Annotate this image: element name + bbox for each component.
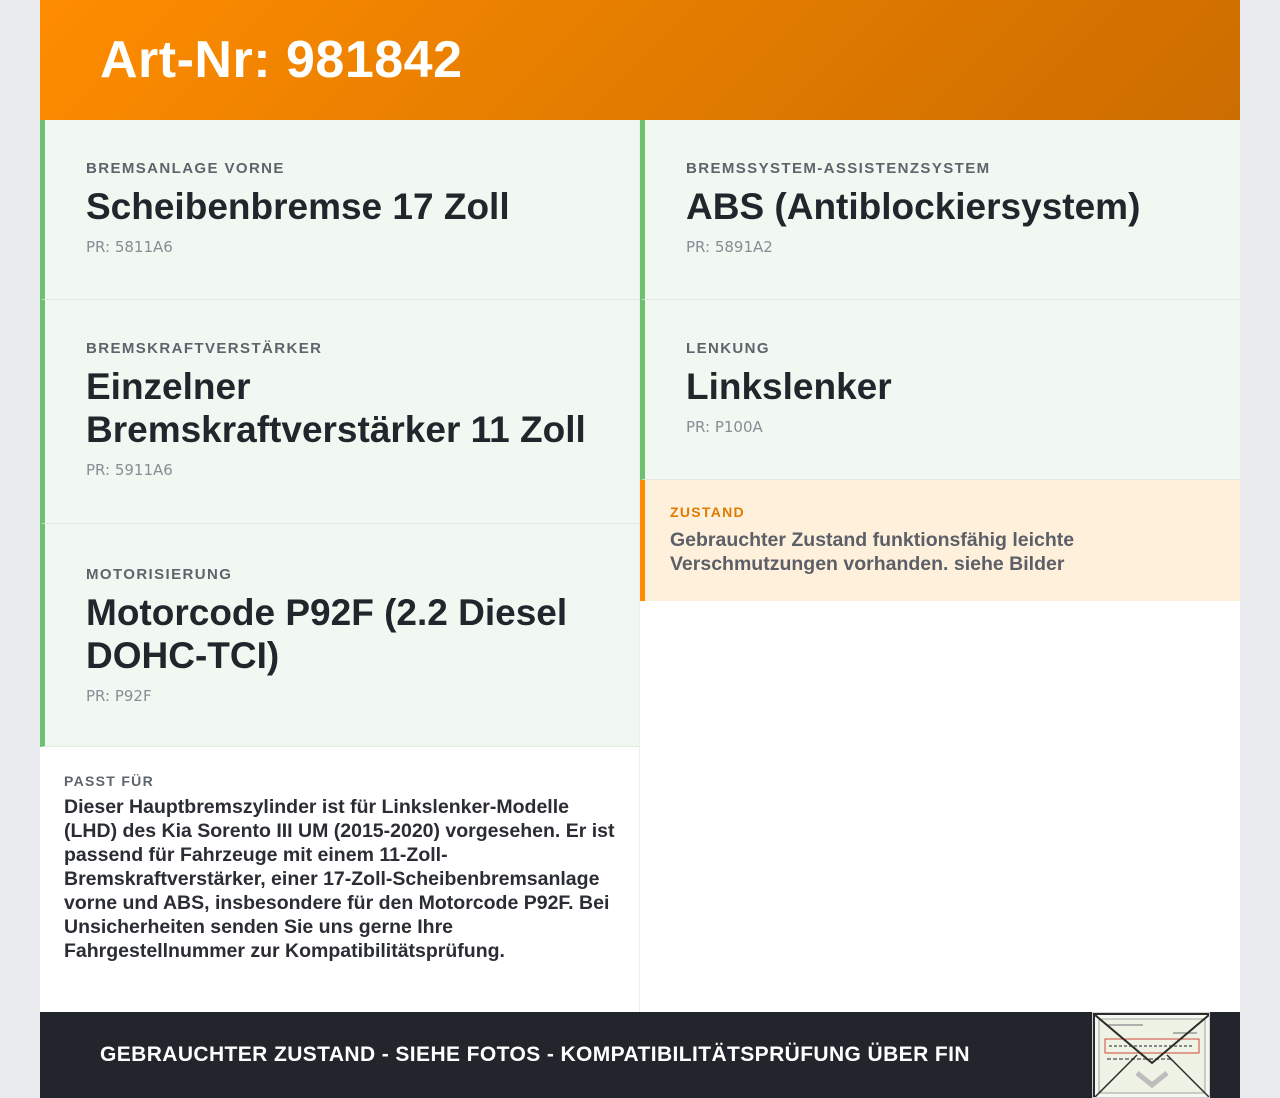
compatibility-text: Dieser Hauptbremszylinder ist für Linkslenker-Modelle (LHD) des Kia Sorento III UM (2015-2020) vorgesehen. Er ist passend für Fahrzeuge mit einem 11-Zoll-Bremskraftverstärker, einer 17-Zoll-Scheibenbremsanlage vorne und ABS, insbesondere für den Motorcode P92F. Bei Unsicherheiten senden Sie uns gerne Ihre Fahrgestellnummer zur Kompatibilitätsprüfung. <box>64 796 615 962</box>
envelope-document-thumbnail-icon[interactable] <box>1092 1012 1210 1098</box>
listing-page <box>40 0 1240 1098</box>
spec-value: ABS (Antiblockiersystem) <box>686 186 1141 227</box>
spec-card-engine <box>40 524 639 747</box>
spec-value: Motorcode P92F (2.2 Diesel DOHC-TCI) <box>86 592 568 676</box>
spec-value: Scheibenbremse 17 Zoll <box>86 186 510 227</box>
spec-card-booster <box>40 300 639 524</box>
envelope-icon <box>1093 1013 1210 1098</box>
spec-pr-code: PR: 5891A2 <box>686 238 773 256</box>
condition-text: Gebrauchter Zustand funktionsfähig leichte Verschmutzungen vorhanden. siehe Bilder <box>670 529 1075 575</box>
spec-label: BREMSSYSTEM-ASSISTENZSYSTEM <box>686 160 991 177</box>
right-column <box>640 120 1240 1012</box>
condition-box <box>640 480 1240 601</box>
spec-pr-code: PR: P92F <box>86 687 152 705</box>
spec-value: Einzelner Bremskraftverstärker 11 Zoll <box>86 366 586 450</box>
article-number-title: Art-Nr: 981842 <box>100 31 463 89</box>
left-column <box>40 120 640 1012</box>
spec-columns <box>40 120 1240 1012</box>
spec-card-brake-front <box>40 120 639 300</box>
footer-banner-text: GEBRAUCHTER ZUSTAND - SIEHE FOTOS - KOMPATIBILITÄTSPRÜFUNG ÜBER FIN <box>100 1043 970 1066</box>
spec-card-abs <box>640 120 1240 300</box>
compatibility-label: PASST FÜR <box>64 773 154 789</box>
spec-pr-code: PR: 5811A6 <box>86 238 173 256</box>
spec-value: Linkslenker <box>686 366 892 407</box>
spec-label: LENKUNG <box>686 340 770 357</box>
spec-label: BREMSKRAFTVERSTÄRKER <box>86 340 323 357</box>
spec-pr-code: PR: P100A <box>686 418 763 436</box>
condition-label: ZUSTAND <box>670 504 745 520</box>
spec-pr-code: PR: 5911A6 <box>86 461 173 479</box>
spec-label: MOTORISIERUNG <box>86 566 233 583</box>
spec-label: BREMSANLAGE VORNE <box>86 160 285 177</box>
footer-banner <box>40 1012 1240 1098</box>
compatibility-section <box>40 747 639 963</box>
header-bar <box>40 0 1240 120</box>
spec-card-steering <box>640 300 1240 480</box>
